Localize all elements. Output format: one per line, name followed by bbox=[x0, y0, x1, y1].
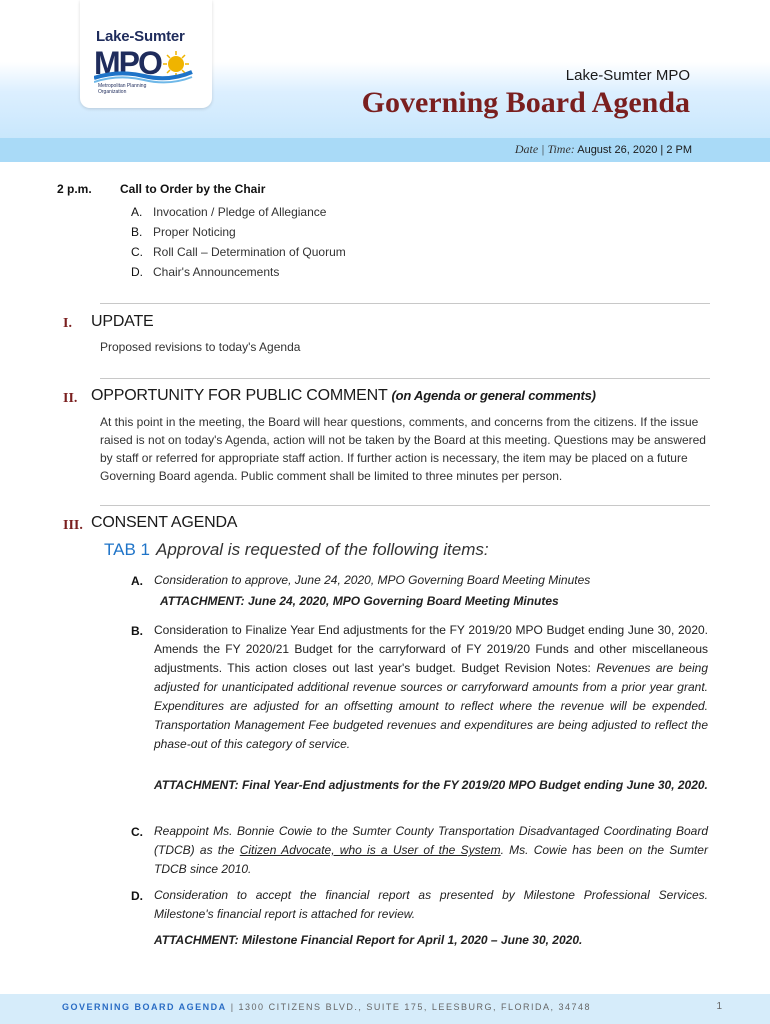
tab-label bbox=[104, 540, 489, 560]
item-c-text-end: . Ms. Cowie has been on the Sumter TDCB since 2010. bbox=[154, 843, 708, 876]
section-number: III. bbox=[63, 518, 83, 533]
page-number: 1 bbox=[716, 1001, 722, 1012]
item-letter: C. bbox=[131, 825, 143, 839]
item-b-attachment: ATTACHMENT: Final Year-End adjustments for the FY 2019/20 MPO Budget ending June 30, 2020. bbox=[154, 778, 708, 792]
section-heading-note: (on Agenda or general comments) bbox=[391, 388, 596, 403]
date-line bbox=[515, 142, 692, 157]
item-letter: A. bbox=[131, 574, 143, 588]
item-b-block bbox=[154, 621, 708, 754]
date-value: August 26, 2020 | 2 PM bbox=[577, 144, 692, 156]
call-item bbox=[131, 245, 346, 259]
item-b-text: Consideration to Finalize Year End adjustments for the FY 2019/20 MPO Budget ending June 30, 2020. Amends the FY 2020/21 Budget for the carryforward of FY 2019/20 Funds and other miscellaneous adjustments. This action closes out last year's budget. Budget Revision Notes: bbox=[154, 623, 708, 675]
tab-number: TAB 1 bbox=[104, 540, 150, 559]
org-name: Lake-Sumter MPO bbox=[565, 67, 690, 84]
section-heading: CONSENT AGENDA bbox=[91, 514, 238, 531]
call-item bbox=[131, 225, 236, 239]
section-body: Proposed revisions to today's Agenda bbox=[100, 340, 301, 354]
tab-description: Approval is requested of the following items: bbox=[155, 540, 489, 559]
call-heading: Call to Order by the Chair bbox=[120, 182, 266, 196]
call-item bbox=[131, 265, 279, 279]
item-letter: D. bbox=[131, 889, 143, 903]
call-item-letter: D. bbox=[131, 265, 143, 279]
divider bbox=[100, 505, 710, 506]
item-a-text: Consideration to approve, June 24, 2020, MPO Governing Board Meeting Minutes bbox=[154, 573, 591, 587]
call-time: 2 p.m. bbox=[57, 182, 92, 196]
page-title: Governing Board Agenda bbox=[361, 86, 690, 119]
divider bbox=[100, 303, 710, 304]
item-c-block bbox=[154, 822, 708, 879]
section-heading bbox=[91, 387, 596, 405]
item-c-text: Reappoint Ms. Bonnie Cowie to the Sumter County Transportation Disadvantaged Coordinating Board (TDCB) as the bbox=[154, 824, 708, 857]
footer-org: GOVERNING BOARD AGENDA bbox=[62, 1002, 227, 1012]
date-label: Date | Time: bbox=[514, 142, 575, 156]
item-a-attachment: ATTACHMENT: June 24, 2020, MPO Governing Board Meeting Minutes bbox=[160, 594, 559, 608]
section-heading-text: OPPORTUNITY FOR PUBLIC COMMENT bbox=[91, 387, 388, 404]
item-d-attachment: ATTACHMENT: Milestone Financial Report for April 1, 2020 – June 30, 2020. bbox=[154, 933, 583, 947]
footer-address: | 1300 CITIZENS BLVD., SUITE 175, LEESBURG, FLORIDA, 34748 bbox=[230, 1002, 591, 1012]
section-heading: UPDATE bbox=[91, 313, 154, 330]
item-letter: B. bbox=[131, 624, 143, 638]
item-d-text: Consideration to accept the financial report as presented by Milestone Professional Services. Milestone's financial report is attached for review. bbox=[154, 888, 708, 921]
call-item bbox=[131, 205, 326, 219]
logo-mpo-text: MPO bbox=[94, 45, 161, 81]
footer-text bbox=[62, 1002, 591, 1012]
logo-subtitle: Metropolitan Planning Organization bbox=[98, 83, 147, 95]
call-item-letter: C. bbox=[131, 245, 143, 259]
call-item-letter: A. bbox=[131, 205, 143, 219]
logo bbox=[80, 0, 212, 108]
section-number: II. bbox=[63, 391, 78, 406]
item-b-notes: Revenues are being adjusted for unanticipated additional revenue sources or carryforward amounts from a prior year grant. Expenditures are adjusted for an offsetting amount to reflect where the revenue will be expended. Transportation Management Fee budgeted revenues and expenditures are being adjusted to reflect the phase-out of this category of service. bbox=[154, 661, 708, 751]
mpo-logo-icon bbox=[94, 44, 194, 84]
call-item-text: Proper Noticing bbox=[153, 225, 236, 239]
divider bbox=[100, 378, 710, 379]
section-number: I. bbox=[63, 316, 72, 331]
item-c-link: Citizen Advocate, who is a User of the System bbox=[239, 843, 501, 857]
logo-title: Lake-Sumter bbox=[96, 28, 185, 45]
call-item-text: Roll Call – Determination of Quorum bbox=[153, 245, 346, 259]
call-item-text: Invocation / Pledge of Allegiance bbox=[153, 205, 327, 219]
call-item-letter: B. bbox=[131, 225, 143, 239]
section-body: At this point in the meeting, the Board will hear questions, comments, and concerns from the citizens. If the issue raised is not on today's Agenda, action will not be taken by the Board at this meeting. Questions may be answered by staff or referred for appropriate staff action. If further action is necessary, the item may be placed on a future Governing Board agenda. Public comment shall be limited to three minutes per person. bbox=[100, 415, 706, 483]
call-item-text: Chair's Announcements bbox=[153, 265, 280, 279]
